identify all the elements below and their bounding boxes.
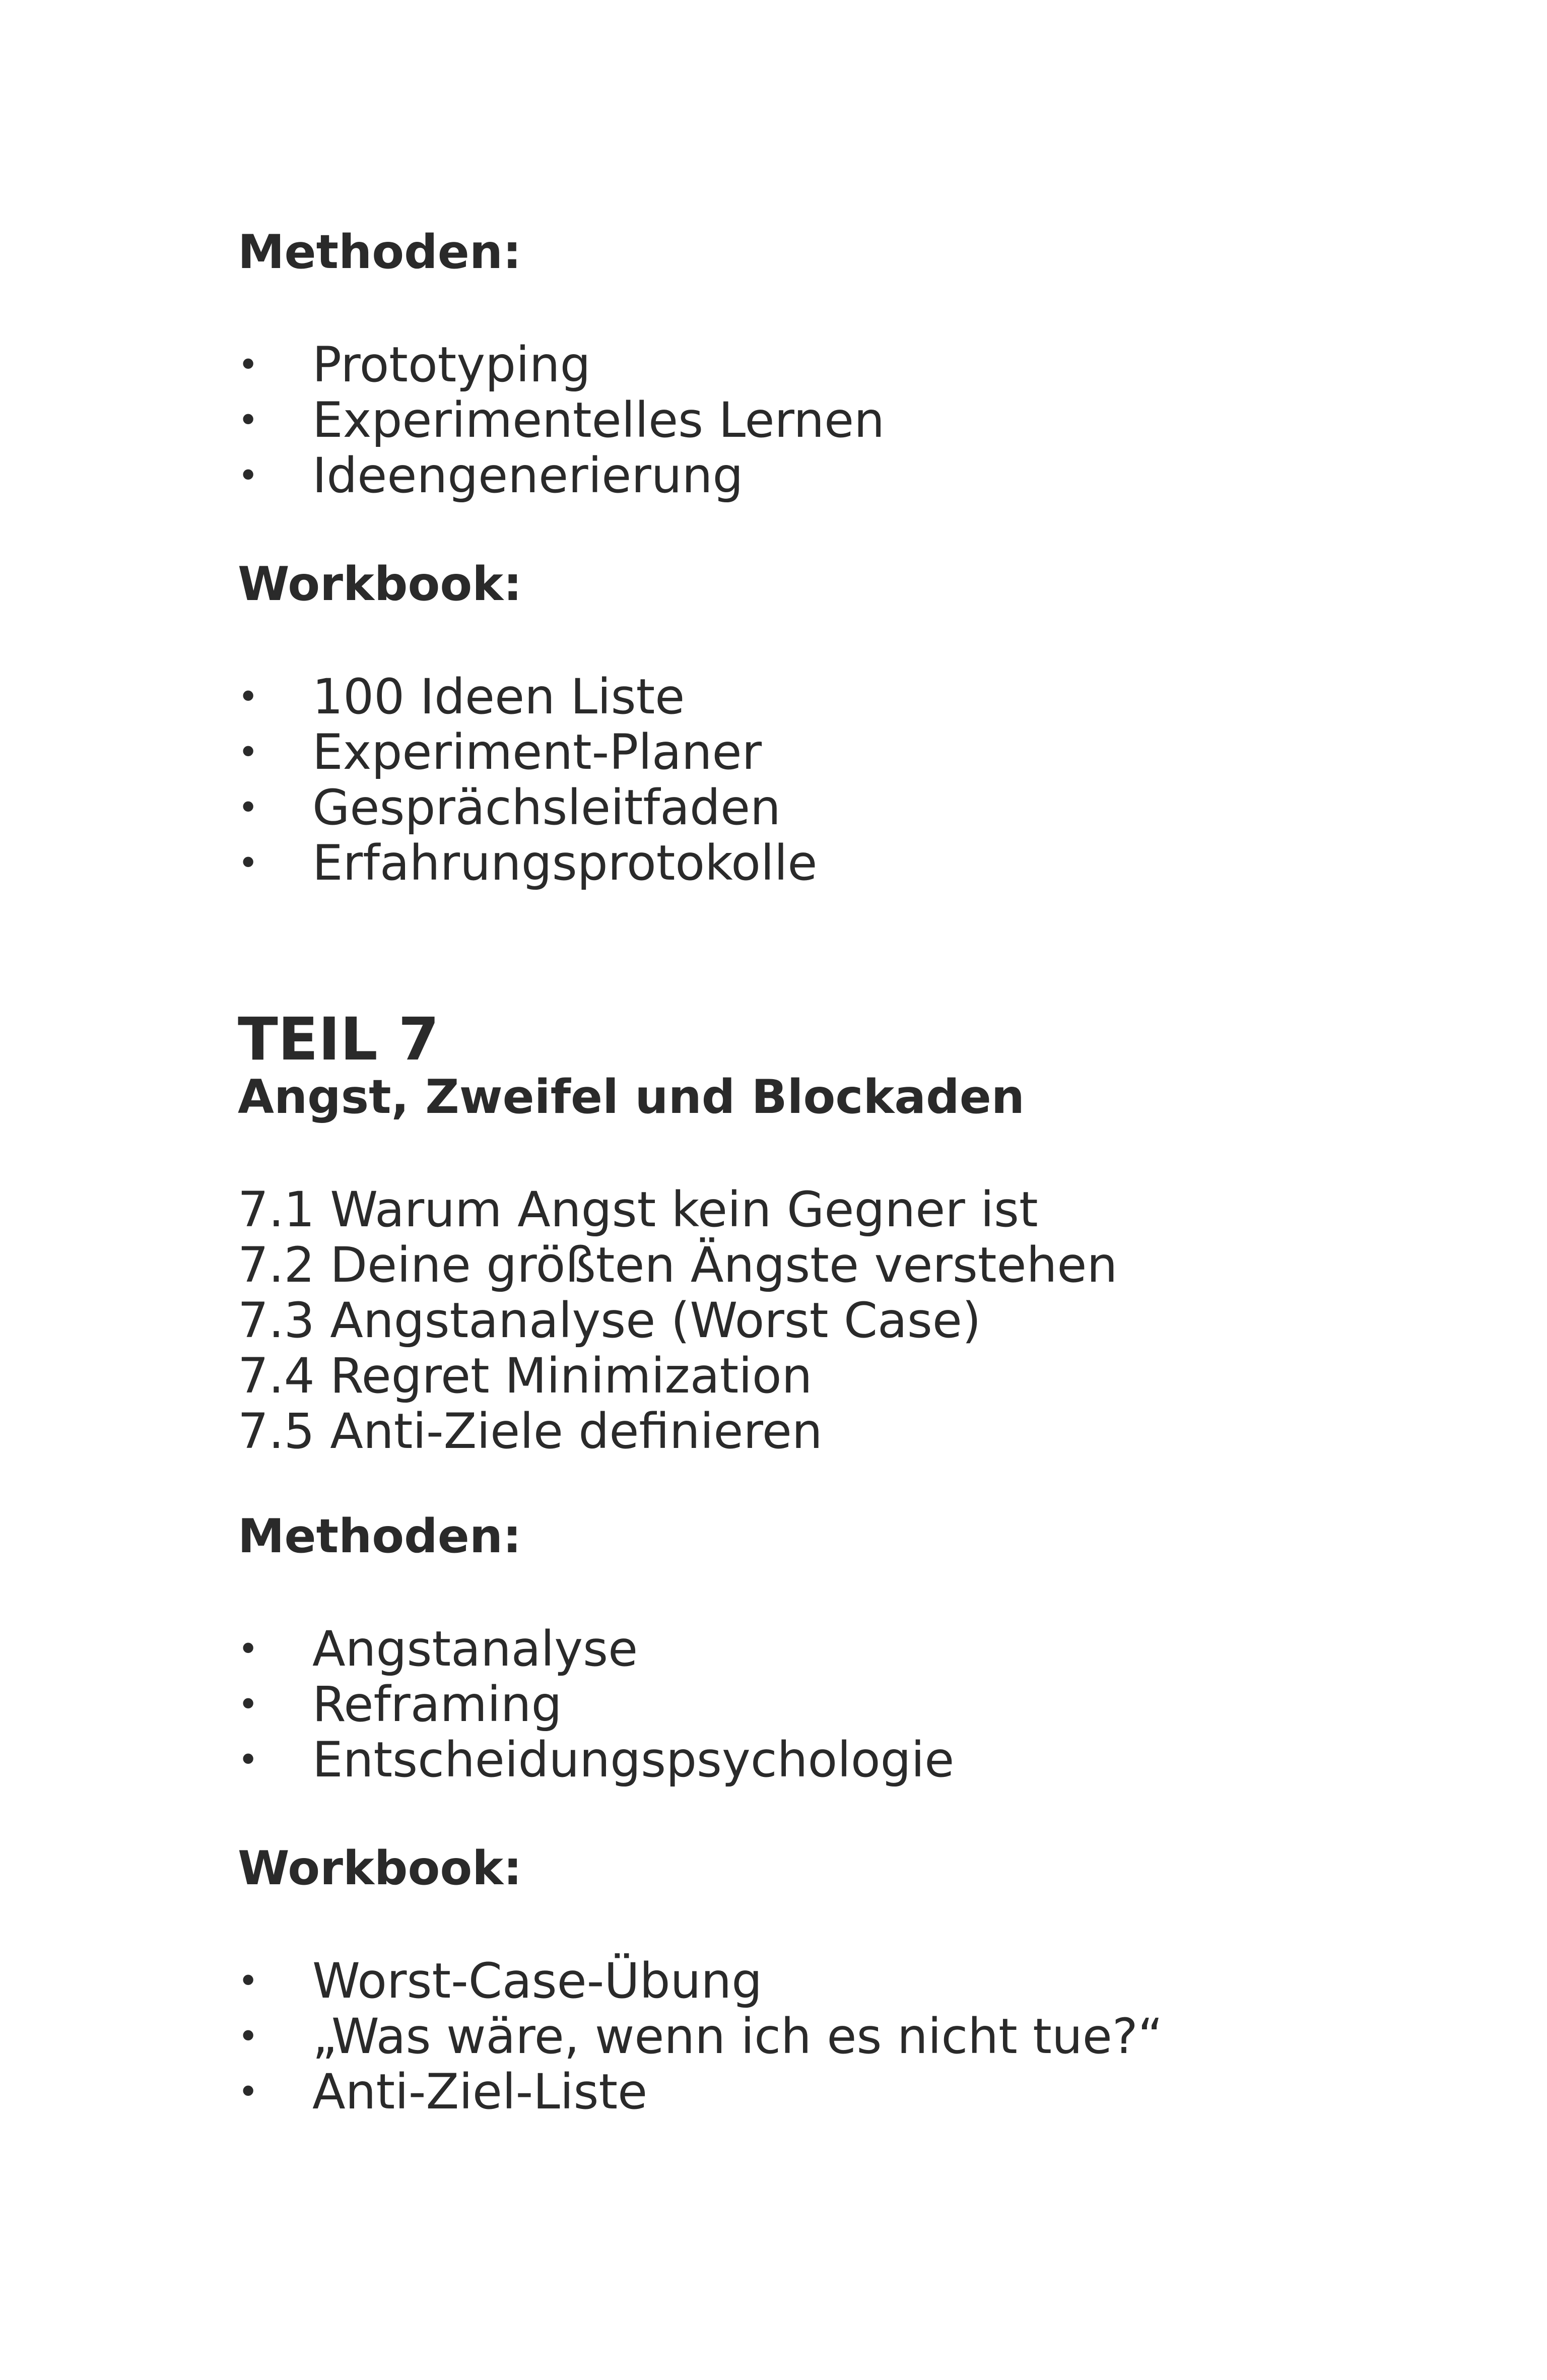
bullet-icon: • xyxy=(238,1960,259,2002)
part-subtitle: Angst, Zweifel und Blockaden xyxy=(238,1070,1025,1124)
bullet-icon: • xyxy=(238,344,259,385)
bullet-icon: • xyxy=(238,676,259,717)
bullet-icon: • xyxy=(238,1628,259,1670)
bullet-icon: • xyxy=(238,787,259,828)
workbook-heading: Workbook: xyxy=(238,1841,522,1895)
list-item: • Prototyping xyxy=(238,337,591,393)
list-item: • Anti-Ziel-Liste xyxy=(238,2064,648,2120)
bullet-icon: • xyxy=(238,400,259,441)
list-item: • 100 Ideen Liste xyxy=(238,669,685,725)
list-item: • Experiment-Planer xyxy=(238,724,762,780)
bullet-icon: • xyxy=(238,1739,259,1780)
list-item: • Worst-Case-Übung xyxy=(238,1953,763,2009)
bullet-icon: • xyxy=(238,842,259,884)
chapter-item: 7.5 Anti-Ziele definieren xyxy=(238,1403,823,1460)
list-item: • Angstanalyse xyxy=(238,1621,638,1677)
workbook-list xyxy=(238,1953,1296,2120)
bullet-icon: • xyxy=(238,455,259,496)
methods-heading: Methoden: xyxy=(238,225,522,279)
part-title: TEIL 7 xyxy=(238,1005,439,1074)
bullet-icon: • xyxy=(238,2071,259,2112)
workbook-list xyxy=(238,669,1094,891)
methods-list xyxy=(238,337,1094,503)
chapter-item: 7.3 Angstanalyse (Worst Case) xyxy=(238,1292,981,1349)
bullet-icon: • xyxy=(238,732,259,773)
workbook-heading: Workbook: xyxy=(238,557,522,611)
list-item: • „Was wäre, wenn ich es nicht tue?“ xyxy=(238,2008,1163,2065)
methods-heading: Methoden: xyxy=(238,1509,522,1563)
list-item: • Ideengenerierung xyxy=(238,447,744,504)
chapter-item: 7.1 Warum Angst kein Gegner ist xyxy=(238,1181,1038,1238)
chapter-item: 7.2 Deine größten Ängste verstehen xyxy=(238,1237,1118,1293)
chapter-list xyxy=(238,1182,1245,1459)
bullet-icon: • xyxy=(238,1684,259,1725)
list-item: • Experimentelles Lernen xyxy=(238,392,885,448)
list-item: • Erfahrungsprotokolle xyxy=(238,835,818,891)
list-item: • Reframing xyxy=(238,1676,562,1733)
chapter-item: 7.4 Regret Minimization xyxy=(238,1348,813,1404)
list-item: • Gesprächsleitfaden xyxy=(238,779,781,836)
list-item: • Entscheidungspsychologie xyxy=(238,1732,955,1788)
bullet-icon: • xyxy=(238,2016,259,2057)
methods-list xyxy=(238,1621,1145,1788)
